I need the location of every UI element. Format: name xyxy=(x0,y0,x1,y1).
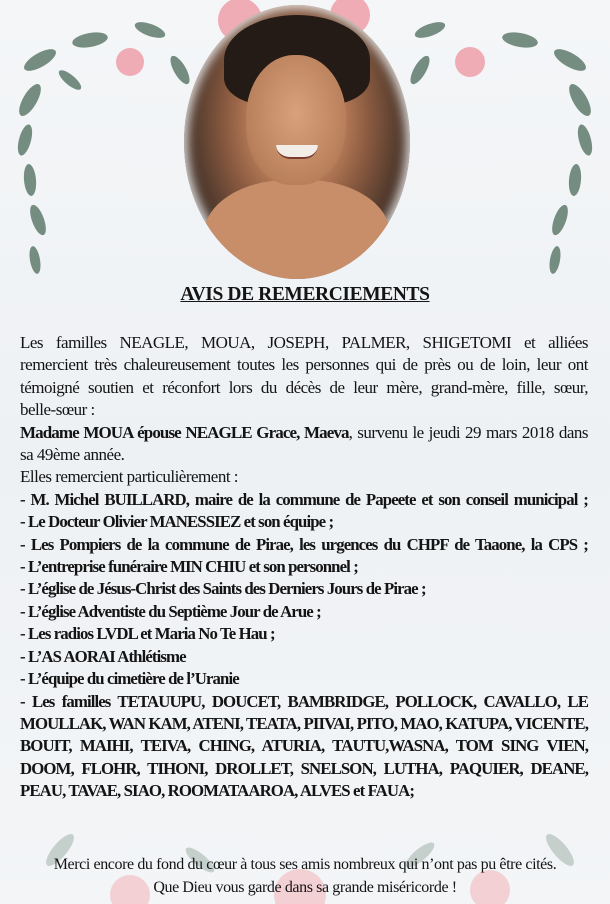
thanks-item: - Les radios LVDL et Maria No Te Hau ; xyxy=(20,624,275,644)
deceased-line: Madame MOUA épouse NEAGLE Grace, Maeva, survenu le jeudi 29 mars 2018 dans xyxy=(20,422,588,442)
portrait-photo xyxy=(184,5,410,279)
thanks-intro: Elles remercient particulièrement : xyxy=(20,467,239,487)
thanks-item: - L’entreprise funéraire MIN CHIU et son personnel ; xyxy=(20,557,358,577)
deceased-age: sa 49ème année. xyxy=(20,445,125,465)
intro-line: témoigné soutien et réconfort lors du décès de leur mère, grand-mère, fille, sœur, xyxy=(20,377,588,397)
families-line: BOUIT, MAIHI, TEIVA, CHING, ATURIA, TAUTU,WASNA, TOM SING VIEN, xyxy=(20,736,588,756)
thanks-item: - Le Docteur Olivier MANESSIEZ et son équipe ; xyxy=(20,512,334,532)
intro-line: Les familles NEAGLE, MOUA, JOSEPH, PALMER, SHIGETOMI et alliées xyxy=(20,333,588,352)
thanks-item: - Les Pompiers de la commune de Pirae, les urgences du CHPF de Taaone, la CPS ; xyxy=(20,534,588,554)
thanks-item: - L’église Adventiste du Septième Jour de Arue ; xyxy=(20,601,321,621)
families-line: - Les familles TETAUUPU, DOUCET, BAMBRIDGE, POLLOCK, CAVALLO, LE xyxy=(20,691,588,711)
thanks-item: - M. Michel BUILLARD, maire de la commune de Papeete et son conseil municipal ; xyxy=(20,489,588,509)
thanks-item: - L’église de Jésus-Christ des Saints des Derniers Jours de Pirae ; xyxy=(20,579,426,599)
notice-body xyxy=(20,332,588,803)
families-line: DOOM, FLOHR, TIHONI, DROLLET, SNELSON, LUTHA, PAQUIER, DEANE, xyxy=(20,758,588,778)
intro-line: belle-sœur : xyxy=(20,400,95,420)
notice-title: AVIS DE REMERCIEMENTS xyxy=(180,284,430,305)
thanks-item: - L’AS AORAI Athlétisme xyxy=(20,646,186,666)
thanks-item: - L’équipe du cimetière de l’Uranie xyxy=(20,669,239,689)
intro-line: remercient très chaleureusement toutes les personnes qui de près ou de loin, leur ont xyxy=(20,355,588,375)
deceased-name: Madame MOUA épouse NEAGLE Grace, Maeva xyxy=(20,422,349,442)
families-line: PEAU, TAVAE, SIAO, ROOMATAAROA, ALVES et FAUA; xyxy=(20,781,415,801)
closing-message xyxy=(0,853,610,899)
families-line: MOULLAK, WAN KAM, ATENI, TEATA, PIIVAI, PITO, MAO, KATUPA, VICENTE, xyxy=(20,713,588,733)
closing-line: Que Dieu vous garde dans sa grande miséricorde ! xyxy=(153,879,457,896)
closing-line: Merci encore du fond du cœur à tous ses amis nombreux qui n’ont pas pu être cités. xyxy=(53,856,557,873)
